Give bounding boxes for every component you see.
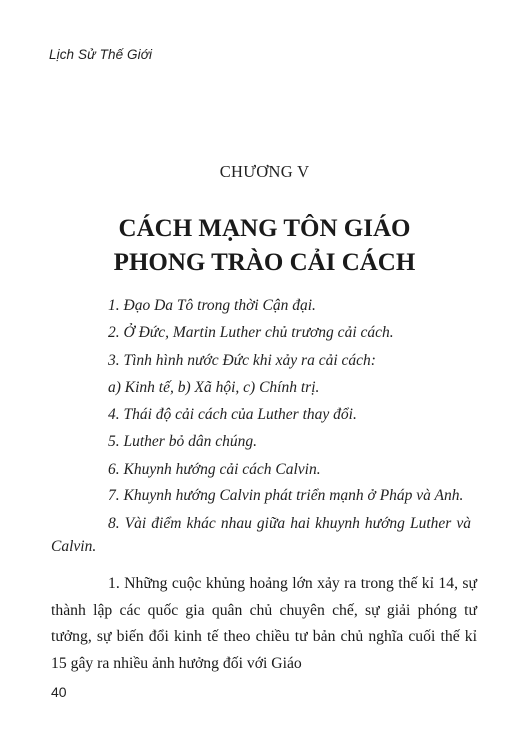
chapter-contents-list — [51, 292, 471, 562]
contents-item: a) Kinh tế, b) Xã hội, c) Chính trị. — [108, 378, 320, 396]
body-paragraph: 1. Những cuộc khủng hoảng lớn xảy ra trong thế kỉ 14, sự thành lập các quốc gia quân chủ chuyên chế, sự giải phóng tư tưởng, sự biến đổi kinh tế theo chiều tư bản chủ nghĩa cuối thế kỉ 15 gây ra nhiều ảnh hưởng đối với Giáo — [51, 575, 477, 672]
contents-item: 5. Luther bỏ dân chúng. — [108, 433, 257, 451]
contents-item: 1. Đạo Da Tô trong thời Cận đại. — [108, 297, 316, 314]
contents-item: 3. Tình hình nước Đức khi xảy ra cải cách: — [108, 351, 376, 369]
page-number: 40 — [51, 684, 67, 700]
contents-item: 8. Vài điểm khác nhau giữa hai khuynh hướng Luther và Calvin. — [51, 515, 471, 556]
contents-item: 6. Khuynh hướng cải cách Calvin. — [108, 460, 321, 478]
chapter-label: CHƯƠNG V — [219, 162, 310, 181]
chapter-title-line-1: CÁCH MẠNG TÔN GIÁO — [118, 215, 411, 242]
running-header: Lịch Sử Thế Giới — [49, 47, 153, 62]
chapter-title — [0, 212, 529, 280]
contents-item: 7. Khuynh hướng Calvin phát triển mạnh ở Pháp và Anh. — [108, 487, 464, 505]
contents-item: 4. Thái độ cải cách của Luther thay đổi. — [108, 406, 357, 424]
chapter-title-line-2: PHONG TRÀO CẢI CÁCH — [113, 249, 416, 276]
contents-item: 2. Ở Đức, Martin Luther chủ trương cải cách. — [108, 324, 394, 342]
